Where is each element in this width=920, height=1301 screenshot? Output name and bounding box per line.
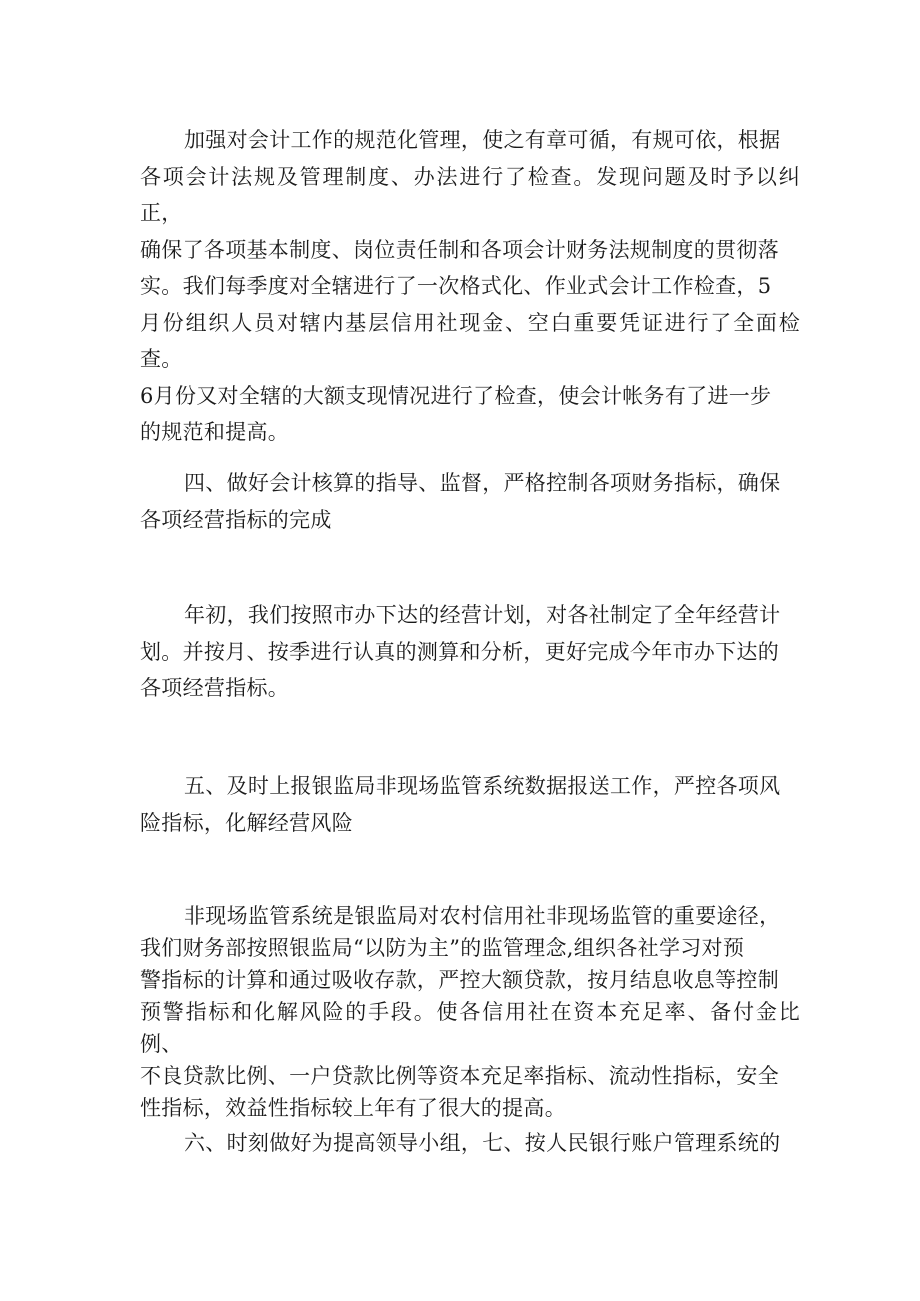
paragraph-line: 划。并按月、按季进行认真的测算和分析，更好完成今年市办下达的	[140, 639, 779, 664]
paragraph-line: 不良贷款比例、一户贷款比例等资本充足率指标、流动性指标，安全	[140, 1064, 779, 1088]
paragraph-line: 年初，我们按照市办下达的经营计划，对各社制定了全年经营计	[184, 603, 781, 627]
paragraph-line: 的规范和提高。	[140, 420, 290, 444]
paragraph-line: 性指标，效益性指标较上年有了很大的提高。	[140, 1096, 566, 1120]
paragraph-line: 警指标的计算和通过吸收存款，严控大额贷款，按月结息收息等控制	[140, 968, 779, 992]
paragraph-line: 月份组织人员对辖内基层信用社现金、空白重要凭证进行了全面检查。	[140, 310, 800, 371]
section-heading-four	[140, 465, 800, 538]
section-heading-five	[140, 768, 800, 841]
paragraph-accounting-inspection	[140, 122, 800, 451]
paragraph-business-plan	[140, 597, 800, 707]
paragraph-line: 各项经营指标的完成	[140, 507, 332, 532]
paragraph-line: 四、做好会计核算的指导、监督，严格控制各项财务指标，确保	[184, 471, 781, 495]
paragraph-offsite-supervision	[140, 900, 800, 1124]
paragraph-line: 各项经营指标。	[140, 676, 290, 700]
paragraph-line: 各项会计法规及管理制度、办法进行了检查。发现问题及时予以纠正，	[140, 164, 800, 225]
paragraph-line: 险指标，化解经营风险	[140, 810, 353, 835]
paragraph-line: 五、及时上报银监局非现场监管系统数据报送工作，严控各项风	[184, 774, 781, 798]
paragraph-line: 六、时刻做好为提高领导小组，七、按人民银行账户管理系统的	[184, 1131, 781, 1155]
paragraph-line: 非现场监管系统是银监局对农村信用社非现场监管的重要途径，	[184, 904, 781, 928]
paragraph-line: 确保了各项基本制度、岗位责任制和各项会计财务法规制度的贯彻落	[140, 237, 779, 262]
paragraph-line: 6月份又对全辖的大额支现情况进行了检查，使会计帐务有了进一步	[140, 383, 772, 408]
paragraph-line: 我们财务部按照银监局“以防为主”的监管理念,组织各社学习对预	[140, 936, 745, 960]
section-heading-six-seven	[140, 1125, 800, 1162]
paragraph-line: 预警指标和化解风险的手段。使各信用社在资本充足率、备付金比例、	[140, 1000, 800, 1056]
paragraph-line: 实。我们每季度对全辖进行了一次格式化、作业式会计工作检查，5	[140, 274, 772, 298]
paragraph-line: 加强对会计工作的规范化管理，使之有章可循，有规可依，根据	[184, 128, 781, 152]
